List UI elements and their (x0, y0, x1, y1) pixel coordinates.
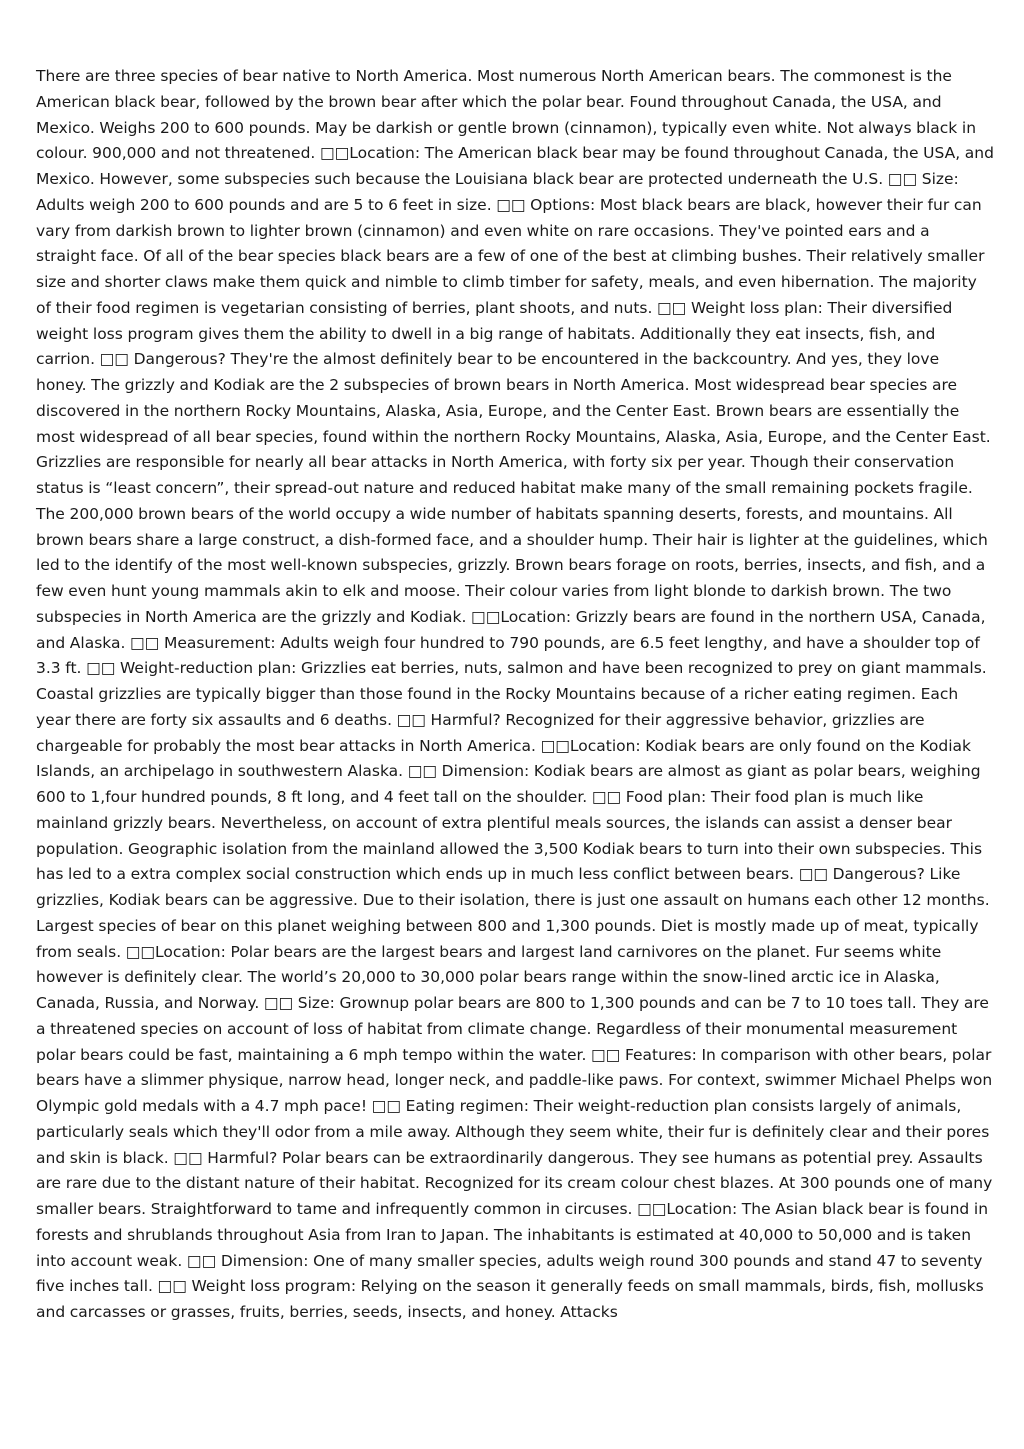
body-paragraph: There are three species of bear native to North America. Most numerous North American bears. The commonest is the American black bear, followed by the brown bear after which the polar bear. Found throughout Canada, the USA, and Mexico. Weighs 200 to 600 pounds. May be darkish or gentle brown (cinnamon), typically even white. Not always black in colour. 900,000 and not threatened. □□Location: The American black bear may be found throughout Canada, the USA, and Mexico. However, some subspecies such because the Louisiana black bear are protected underneath the U.S. □□ Size: Adults weigh 200 to 600 pounds and are 5 to 6 feet in size. □□ Options: Most black bears are black, however their fur can vary from darkish brown to lighter brown (cinnamon) and even white on rare occasions. They've pointed ears and a straight face. Of all of the bear species black bears are a few of one of the best at climbing bushes. Their relatively smaller size and shorter claws make them quick and nimble to climb timber for safety, meals, and even hibernation. The majority of their food regimen is vegetarian consisting of berries, plant shoots, and nuts. □□ Weight loss plan: Their diversified weight loss program gives them the ability to dwell in a big range of habitats. Additionally they eat insects, fish, and carrion. □□ Dangerous? They're the almost definitely bear to be encountered in the backcountry. And yes, they love honey. The grizzly and Kodiak are the 2 subspecies of brown bears in North America. Most widespread bear species are discovered in the northern Rocky Mountains, Alaska, Asia, Europe, and the Center East. Brown bears are essentially the most widespread of all bear species, found within the northern Rocky Mountains, Alaska, Asia, Europe, and the Center East. Grizzlies are responsible for nearly all bear attacks in North America, with forty six per year. Though their conservation status is “least concern”, their spread-out nature and reduced habitat make many of the small remaining pockets fragile. The 200,000 brown bears of the world occupy a wide number of habitats spanning deserts, forests, and mountains. All brown bears share a large construct, a dish-formed face, and a shoulder hump. Their hair is lighter at the guidelines, which led to the identify of the most well-known subspecies, grizzly. Brown bears forage on roots, berries, insects, and fish, and a few even hunt young mammals akin to elk and moose. Their colour varies from light blonde to darkish brown. The two subspecies in North America are the grizzly and Kodiak. □□Location: Grizzly bears are found in the northern USA, Canada, and Alaska. □□ Measurement: Adults weigh four hundred to 790 pounds, are 6.5 feet lengthy, and have a shoulder top of 3.3 ft. □□ Weight-reduction plan: Grizzlies eat berries, nuts, salmon and have been recognized to prey on giant mammals. Coastal grizzlies are typically bigger than those found in the Rocky Mountains because of a richer eating regimen. Each year there are forty six assaults and 6 deaths. □□ Harmful? Recognized for their aggressive behavior, grizzlies are chargeable for probably the most bear attacks in North America. □□Location: Kodiak bears are only found on the Kodiak Islands, an archipelago in southwestern Alaska. □□ Dimension: Kodiak bears are almost as giant as polar bears, weighing 600 to 1,four hundred pounds, 8 ft long, and 4 feet tall on the shoulder. □□ Food plan: Their food plan is much like mainland grizzly bears. Nevertheless, on account of extra plentiful meals sources, the islands can assist a denser bear population. Geographic isolation from the mainland allowed the 3,500 Kodiak bears to turn into their own subspecies. This has led to a extra complex social construction which ends up in much less conflict between bears. □□ Dangerous? Like grizzlies, Kodiak bears can be aggressive. Due to their isolation, there is just one assault on humans each other 12 months. Largest species of bear on this planet weighing between 800 and 1,300 pounds. Diet is mostly made up of meat, typically from seals. □□Location: Polar bears are the largest bears and largest land carnivores on the planet. Fur seems white however is definitely clear. The world’s 20,000 to 30,000 polar bears range within the snow-lined arctic ice in Alaska, Canada, Russia, and Norway. □□ Size: Grownup polar bears are 800 to 1,300 pounds and can be 7 to 10 toes tall. They are a threatened species on account of loss of habitat from climate change. Regardless of their monumental measurement polar bears could be fast, maintaining a 6 mph tempo within the water. □□ Features: In comparison with other bears, polar bears have a slimmer physique, narrow head, longer neck, and paddle-like paws. For context, swimmer Michael Phelps won Olympic gold medals with a 4.7 mph pace! □□ Eating regimen: Their weight-reduction plan consists largely of animals, particularly seals which they'll odor from a mile away. Although they seem white, their fur is definitely clear and their pores and skin is black. □□ Harmful? Polar bears can be extraordinarily dangerous. They see humans as potential prey. Assaults are rare due to the distant nature of their habitat. Recognized for its cream colour chest blazes. At 300 pounds one of many smaller bears. Straightforward to tame and infrequently common in circuses. □□Location: The Asian black bear is found in forests and shrublands throughout Asia from Iran to Japan. The inhabitants is estimated at 40,000 to 50,000 and is taken into account weak. □□ Dimension: One of many smaller species, adults weigh round 300 pounds and stand 47 to seventy five inches tall. □□ Weight loss program: Relying on the season it generally feeds on small mammals, birds, fish, mollusks and carcasses or grasses, fruits, berries, seeds, insects, and honey. Attacks (36, 67, 994, 1321)
document-page (36, 64, 994, 1326)
